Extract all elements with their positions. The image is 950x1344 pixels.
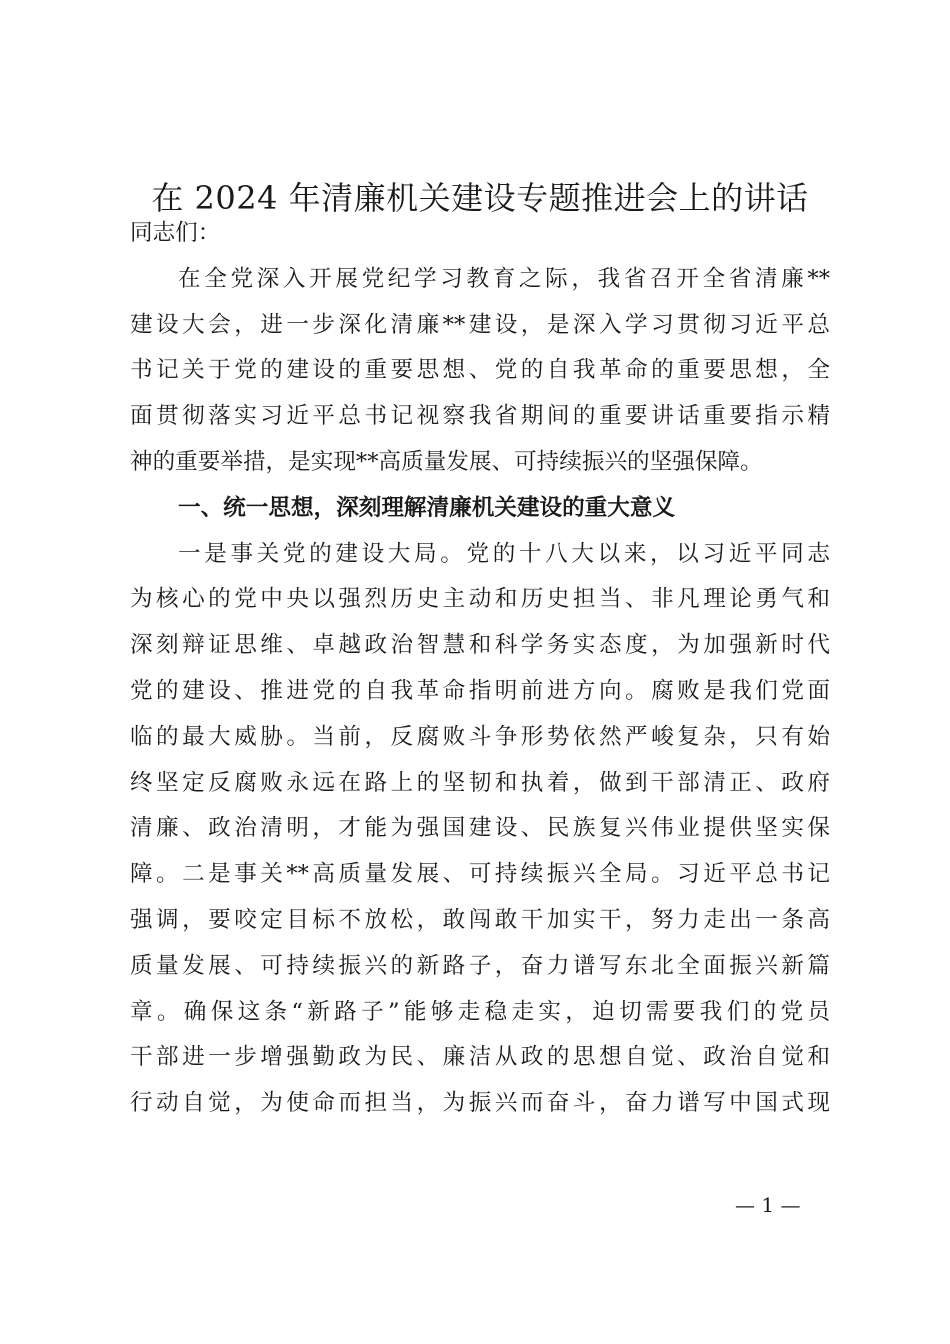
- paragraph-line: 为核心的党中央以强烈历史主动和历史担当、非凡理论勇气和: [130, 586, 830, 613]
- paragraph-line: 章。确保这条“新路子”能够走稳走实，迫切需要我们的党员: [130, 998, 830, 1025]
- paragraph-line: 行动自觉，为使命而担当，为振兴而奋斗，奋力谱写中国式现: [130, 1090, 830, 1117]
- document-body: [130, 211, 830, 1127]
- paragraph-line: 临的最大威胁。当前，反腐败斗争形势依然严峻复杂，只有始: [130, 723, 830, 750]
- paragraph-line: 清廉、政治清明，才能为强国建设、民族复兴伟业提供坚实保: [130, 815, 830, 842]
- paragraph-line: 终坚定反腐败永远在路上的坚韧和执着，做到干部清正、政府: [130, 769, 830, 796]
- page-number: — 1 —: [735, 1193, 801, 1217]
- paragraph-line: 干部进一步增强勤政为民、廉洁从政的思想自觉、政治自觉和: [130, 1044, 830, 1071]
- paragraph-line: 一是事关党的建设大局。党的十八大以来，以习近平同志: [178, 540, 830, 567]
- salutation: 同志们：: [130, 220, 221, 246]
- paragraph-line: 面贯彻落实习近平总书记视察我省期间的重要讲话重要指示精: [130, 403, 830, 430]
- paragraph-line: 书记关于党的建设的重要思想、党的自我革命的重要思想，全: [130, 357, 830, 384]
- paragraph-line: 质量发展、可持续振兴的新路子，奋力谱写东北全面振兴新篇: [130, 952, 830, 979]
- paragraph-line: 强调，要咬定目标不放松，敢闯敢干加实干，努力走出一条高: [130, 906, 830, 933]
- paragraph-line: 深刻辩证思维、卓越政治智慧和科学务实态度，为加强新时代: [130, 632, 830, 659]
- paragraph-line: 在全党深入开展党纪学习教育之际，我省召开全省清廉**: [178, 265, 830, 292]
- paragraph-line: 党的建设、推进党的自我革命指明前进方向。腐败是我们党面: [130, 677, 830, 704]
- paragraph-line: 障。二是事关**高质量发展、可持续振兴全局。习近平总书记: [130, 861, 830, 888]
- paragraph-line: 神的重要举措，是实现**高质量发展、可持续振兴的坚强保障。: [130, 448, 763, 475]
- document-title: 在 2024 年清廉机关建设专题推进会上的讲话: [151, 179, 809, 217]
- section-heading: 一、统一思想，深刻理解清廉机关建设的重大意义: [178, 494, 676, 521]
- paragraph-line: 建设大会，进一步深化清廉**建设，是深入学习贯彻习近平总: [130, 311, 830, 338]
